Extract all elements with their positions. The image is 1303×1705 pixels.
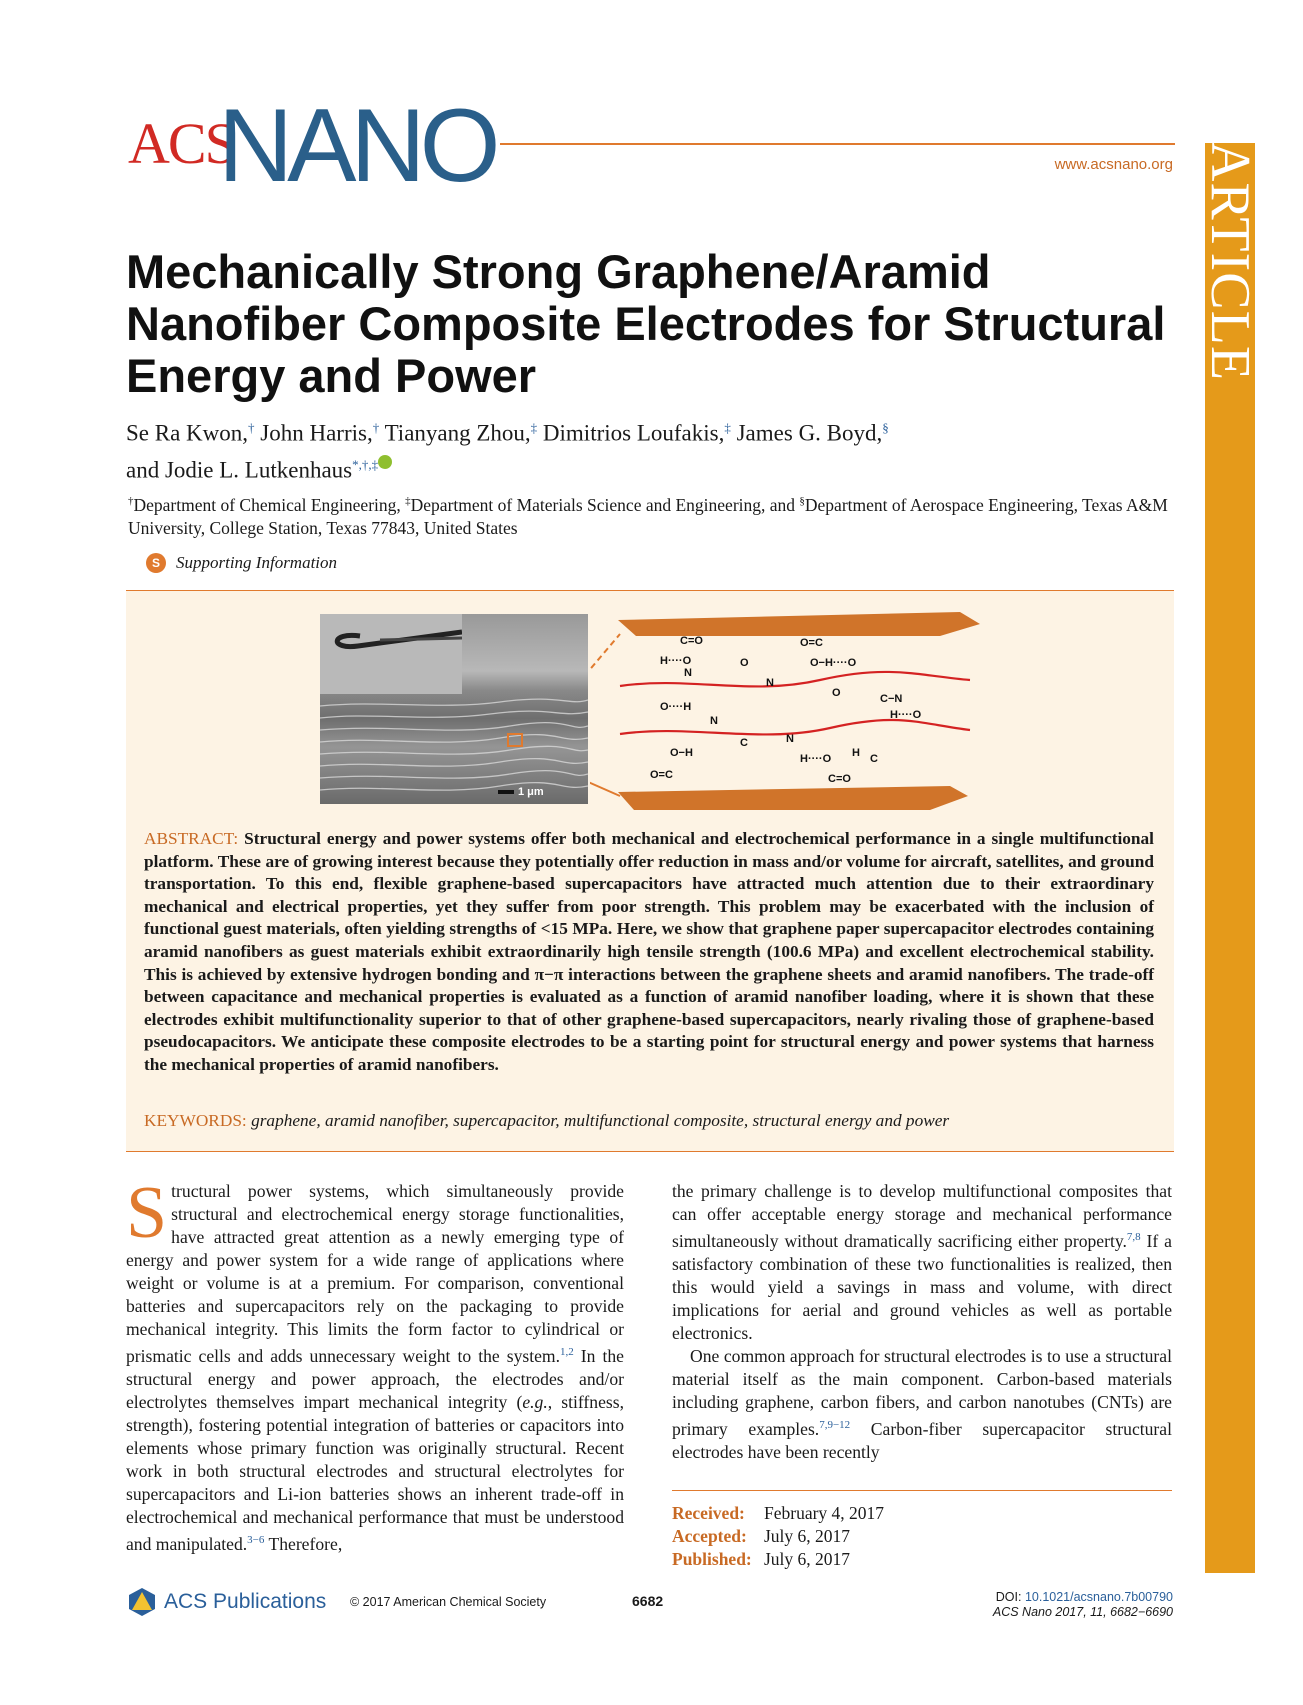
body-text: the primary challenge is to develop multifunctional composites that can offer acceptable energy storage and mechanical performance simultaneously without dramatically sacrificing either property. bbox=[672, 1181, 1172, 1251]
author-name[interactable]: Se Ra Kwon, bbox=[126, 420, 249, 446]
tweezers-sample bbox=[320, 614, 462, 694]
doi-label: DOI: bbox=[995, 1590, 1022, 1604]
logo-acs: ACS bbox=[128, 111, 235, 176]
toc-hydrogen-bond-diagram bbox=[590, 606, 980, 816]
svg-text:O····H: O····H bbox=[660, 701, 692, 713]
author-affil-mark: § bbox=[882, 420, 889, 435]
journal-url[interactable]: www.acsnano.org bbox=[1054, 156, 1173, 173]
scale-bar-label: 1 μm bbox=[518, 786, 544, 798]
date-row bbox=[672, 1548, 1172, 1571]
affil-mark: † bbox=[128, 495, 134, 507]
date-label: Accepted: bbox=[672, 1526, 747, 1546]
svg-text:N: N bbox=[766, 677, 774, 689]
keywords bbox=[144, 1110, 1154, 1132]
toc-sem-image bbox=[320, 614, 588, 804]
doi-citation bbox=[933, 1590, 1173, 1620]
acs-hexagon-icon bbox=[126, 1586, 158, 1618]
author-affil-mark: ‡ bbox=[724, 420, 731, 435]
page-number: 6682 bbox=[632, 1593, 664, 1609]
svg-text:C−N: C−N bbox=[880, 693, 903, 705]
journal-logo bbox=[128, 88, 508, 204]
publication-dates bbox=[672, 1502, 1172, 1571]
date-row bbox=[672, 1525, 1172, 1548]
body-column-left bbox=[126, 1172, 624, 1556]
affiliation: Department of Aerospace Engineering, Texas A&M University, College Station, Texas 77843, United States bbox=[128, 494, 1168, 538]
author-affil-mark: ‡ bbox=[530, 420, 538, 435]
abstract-text: Structural energy and power systems offer both mechanical and electrochemical performance in a single multifunctional platform. These are of growing interest because they potentially offer reduction in mass and/or volume for aircraft, satellites, and ground transportation. To this end, flexible graphene-based supercapacitors have attracted much attention due to their extraordinary mechanical and electrical properties, yet they suffer from poor strength. This problem may be exacerbated with the inclusion of functional guest materials, often yielding strengths of <15 MPa. Here, we show that graphene paper supercapacitor electrodes containing aramid nanofibers as guest materials exhibit extraordinarily high tensile strength (100.6 MPa) and excellent electrochemical stability. This is achieved by extensive hydrogen bonding and π−π interactions between the graphene sheets and aramid nanofibers. The trade-off between capacitance and mechanical properties is evaluated as a function of aramid nanofiber loading, where it is shown that these electrodes exhibit multifunctionality superior to that of other graphene-based supercapacitors, nearly rivaling those of graphene-based pseudocapacitors. We anticipate these composite electrodes to be a starting point for structural energy and power systems that harness the mechanical properties of aramid nanofibers. bbox=[144, 829, 1154, 1074]
author-affil-mark: *,†,‡ bbox=[352, 456, 379, 472]
date-value: July 6, 2017 bbox=[764, 1549, 851, 1569]
affiliations bbox=[128, 490, 1188, 540]
journal-citation: ACS Nano 2017, 11, 6682−6690 bbox=[992, 1605, 1173, 1619]
copyright: © 2017 American Chemical Society bbox=[350, 1595, 547, 1609]
svg-text:N: N bbox=[786, 733, 794, 745]
dates-rule bbox=[672, 1490, 1172, 1491]
svg-text:H····O: H····O bbox=[800, 753, 832, 765]
svg-text:O=C: O=C bbox=[650, 769, 673, 781]
svg-text:O−H····O: O−H····O bbox=[810, 657, 857, 669]
date-row bbox=[672, 1502, 1172, 1525]
side-label-text: ARTICLE bbox=[1199, 140, 1261, 382]
svg-text:C=O: C=O bbox=[680, 635, 703, 647]
article-title: Mechanically Strong Graphene/Aramid Nanofiber Composite Electrodes for Structural Energy and Power bbox=[126, 245, 1166, 402]
author-list bbox=[126, 412, 1186, 485]
body-paragraph bbox=[672, 1345, 1172, 1464]
abstract-label: ABSTRACT: bbox=[144, 829, 239, 848]
author-name[interactable]: and Jodie L. Lutkenhaus bbox=[126, 457, 353, 483]
supporting-info-label: Supporting Information bbox=[176, 553, 338, 572]
svg-text:H····O: H····O bbox=[660, 655, 692, 667]
svg-text:O: O bbox=[832, 687, 841, 699]
svg-text:N: N bbox=[710, 715, 718, 727]
author-affil-mark: † bbox=[248, 420, 255, 435]
acs-publications-logo[interactable] bbox=[126, 1586, 326, 1618]
svg-text:C: C bbox=[870, 753, 878, 765]
svg-text:O−H: O−H bbox=[670, 747, 693, 759]
date-value: July 6, 2017 bbox=[764, 1526, 851, 1546]
citation-link[interactable]: 1,2 bbox=[560, 1346, 574, 1358]
affiliation: Department of Materials Science and Engineering, and bbox=[410, 494, 796, 515]
toc-inset-photo bbox=[320, 614, 462, 694]
author-name[interactable]: James G. Boyd, bbox=[736, 420, 883, 446]
keywords-text: graphene, aramid nanofiber, supercapacitor, multifunctional composite, structural energy and power bbox=[251, 1111, 950, 1130]
doi-line bbox=[933, 1590, 1173, 1605]
svg-text:C: C bbox=[740, 737, 748, 749]
citation-link[interactable]: 7,8 bbox=[1126, 1231, 1141, 1243]
body-text: If a satisfactory combination of these two functionalities is realized, then this would yield a savings in mass and volume, with direct implications for aerial and ground vehicles as well as portable electronics. bbox=[672, 1230, 1172, 1343]
scale-bar bbox=[498, 790, 514, 794]
header-rule bbox=[500, 143, 1175, 145]
doi-link[interactable]: 10.1021/acsnano.7b00790 bbox=[1024, 1590, 1173, 1604]
body-text: Carbon-fiber supercapacitor structural electrodes have been recently bbox=[672, 1418, 1172, 1462]
date-label: Received: bbox=[672, 1503, 745, 1523]
body-paragraph bbox=[672, 1180, 1172, 1345]
author-name[interactable]: Tianyang Zhou, bbox=[384, 420, 531, 446]
publisher-name: ACS Publications bbox=[164, 1590, 327, 1613]
svg-text:N: N bbox=[684, 667, 692, 679]
body-text: , stiffness, strength), fostering potential integration of batteries or capacitors into elements whose primary function was originally structural. Recent work in both structural electrodes and structural electrolytes for supercapacitors and Li-ion batteries shows an inherent trade-off in electrochemical and mechanical performance that must be understood and manipulated. bbox=[126, 1391, 624, 1554]
body-text-italic: e.g. bbox=[522, 1391, 548, 1412]
citation-link[interactable]: 3−6 bbox=[247, 1533, 265, 1546]
citation-link[interactable]: 7,9−12 bbox=[819, 1418, 851, 1431]
body-text: Therefore, bbox=[264, 1533, 343, 1554]
body-text: tructural power systems, which simultaneously provide structural and electrochemical energy storage functionalities, have attracted great attention as a newly emerging type of energy and power system for a wide range of applications where weight or volume is at a premium. For comparison, conventional batteries and supercapacitors rely on the packaging to provide mechanical integrity. This limits the form factor to cylindrical or prismatic cells and adds unnecessary weight to the system. bbox=[126, 1181, 624, 1366]
body-column-right bbox=[672, 1180, 1172, 1464]
svg-text:H: H bbox=[852, 747, 860, 759]
date-label: Published: bbox=[672, 1549, 752, 1569]
keywords-label: KEYWORDS: bbox=[144, 1111, 247, 1130]
body-text: In the structural energy and power approach, the electrodes and/or electrolytes themselves impart mechanical integrity ( bbox=[126, 1345, 624, 1412]
affiliation: Department of Chemical Engineering, bbox=[133, 494, 401, 515]
date-value: February 4, 2017 bbox=[764, 1503, 885, 1523]
supporting-info-icon: S bbox=[146, 553, 166, 573]
svg-text:O=C: O=C bbox=[800, 637, 823, 649]
article-side-label bbox=[1199, 140, 1261, 382]
author-name[interactable]: John Harris, bbox=[260, 420, 373, 446]
drop-cap: S bbox=[126, 1172, 168, 1254]
svg-text:C=O: C=O bbox=[828, 773, 851, 785]
body-text: One common approach for structural electrodes is to use a structural material itself as the main component. Carbon-based materials including graphene, carbon fibers, and carbon nanotubes (CNTs) are primary examples. bbox=[672, 1345, 1172, 1439]
logo-nano: NANO bbox=[218, 88, 495, 204]
orcid-icon[interactable] bbox=[378, 455, 392, 469]
author-name[interactable]: Dimitrios Loufakis, bbox=[542, 420, 725, 446]
supporting-information-link[interactable] bbox=[146, 553, 337, 573]
author-affil-mark: † bbox=[372, 420, 380, 435]
svg-text:O: O bbox=[740, 657, 749, 669]
svg-text:H····O: H····O bbox=[890, 709, 922, 721]
affil-mark: § bbox=[799, 495, 805, 507]
affil-mark: ‡ bbox=[405, 495, 411, 507]
abstract bbox=[144, 828, 1154, 1077]
